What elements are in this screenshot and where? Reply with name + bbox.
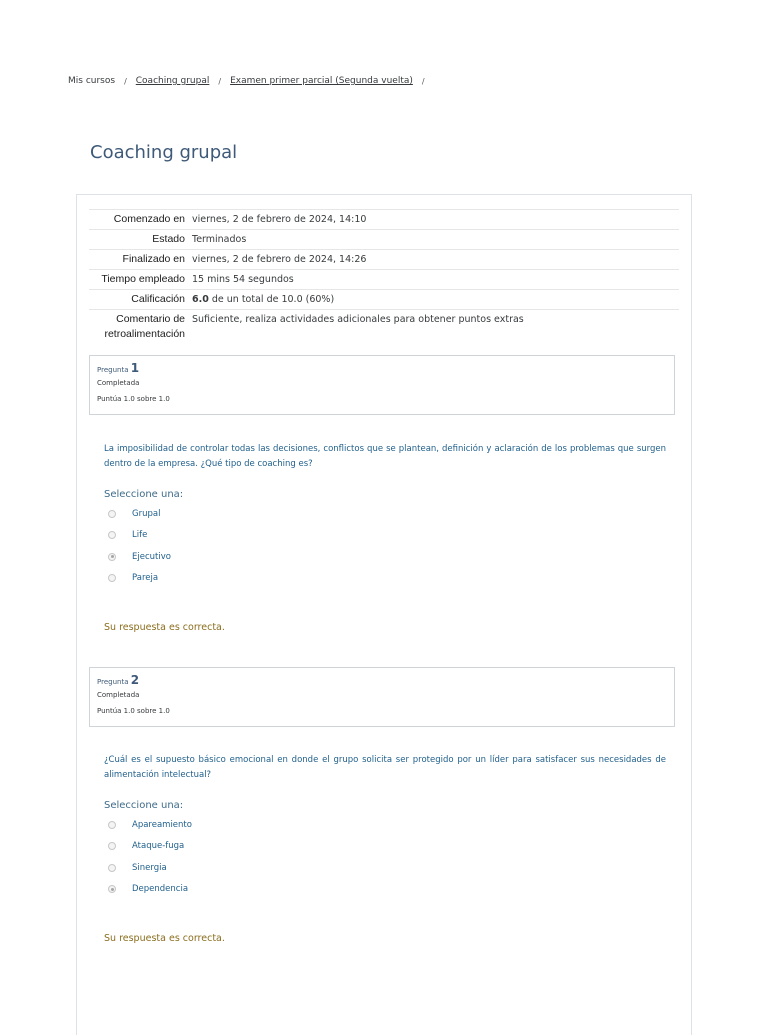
breadcrumb <box>68 76 434 86</box>
breadcrumb-separator: / <box>124 76 127 86</box>
answer-label: Life <box>132 530 148 541</box>
summary-row <box>89 230 679 250</box>
question-state: Completada <box>97 379 140 387</box>
answer-prompt: Seleccione una: <box>104 800 184 811</box>
attempt-summary-table <box>89 209 679 344</box>
quiz-review-panel <box>76 194 692 1035</box>
question-number <box>97 361 667 375</box>
question-number-value: 1 <box>130 361 140 375</box>
question-number-value: 2 <box>130 673 140 687</box>
summary-label: Tiempo empleado <box>101 273 185 285</box>
answer-label: Ejecutivo <box>132 551 171 562</box>
summary-value: Terminados <box>192 234 247 245</box>
radio-button[interactable] <box>108 574 116 582</box>
summary-row <box>89 310 679 345</box>
question-grade: Puntúa 1.0 sobre 1.0 <box>97 395 170 403</box>
radio-button[interactable] <box>108 531 116 539</box>
answer-label: Ataque-fuga <box>132 841 185 852</box>
answer-option[interactable] <box>108 814 192 836</box>
answer-label: Sinergia <box>132 862 167 873</box>
radio-button[interactable] <box>108 864 116 872</box>
breadcrumb-separator: / <box>218 76 222 86</box>
question-info-box <box>89 355 675 415</box>
answer-list <box>108 503 171 589</box>
radio-button[interactable] <box>108 510 116 518</box>
summary-row <box>89 250 679 270</box>
summary-label: Comentario de retroalimentación <box>104 313 185 340</box>
summary-row <box>89 290 679 310</box>
summary-value: 15 mins 54 segundos <box>192 274 294 285</box>
answer-feedback: Su respuesta es correcta. <box>104 933 225 944</box>
answer-label: Pareja <box>132 573 159 584</box>
summary-label: Calificación <box>131 293 185 305</box>
breadcrumb-separator: / <box>421 76 425 86</box>
question-label: Pregunta <box>97 678 129 686</box>
summary-label: Comenzado en <box>113 213 185 225</box>
answer-list <box>108 814 192 900</box>
radio-button[interactable] <box>108 821 116 829</box>
answer-label: Grupal <box>132 508 161 519</box>
summary-label: Finalizado en <box>122 253 185 265</box>
question-state: Completada <box>97 691 140 699</box>
question-number <box>97 673 667 687</box>
page-title: Coaching grupal <box>90 142 238 163</box>
answer-option-selected[interactable] <box>108 546 171 568</box>
summary-value <box>192 290 679 310</box>
answer-option-selected[interactable] <box>108 879 192 901</box>
radio-button-checked[interactable] <box>108 885 116 893</box>
breadcrumb-exam-link[interactable]: Examen primer parcial (Segunda vuelta) <box>230 76 413 86</box>
answer-feedback: Su respuesta es correcta. <box>104 622 225 633</box>
radio-button-checked[interactable] <box>108 553 116 561</box>
answer-prompt: Seleccione una: <box>104 489 184 500</box>
answer-option[interactable] <box>108 568 171 590</box>
breadcrumb-course-link[interactable]: Coaching grupal <box>135 76 210 86</box>
summary-row <box>89 210 679 230</box>
answer-option[interactable] <box>108 836 192 858</box>
summary-value: viernes, 2 de febrero de 2024, 14:10 <box>192 214 367 225</box>
question-info-box <box>89 667 675 727</box>
grade-value: 6.0 <box>192 294 209 305</box>
question-label: Pregunta <box>97 366 129 374</box>
summary-row <box>89 270 679 290</box>
summary-value: Suficiente, realiza actividades adicionales para obtener puntos extras <box>192 314 524 325</box>
answer-option[interactable] <box>108 857 192 879</box>
radio-button[interactable] <box>108 842 116 850</box>
grade-total: de un total de 10.0 (60%) <box>211 294 335 305</box>
question-text: La imposibilidad de controlar todas las decisiones, conflictos que se plantean, definición y aclaración de los problemas que surgen dentro de la empresa. ¿Qué tipo de coaching es? <box>104 444 666 469</box>
breadcrumb-mis-cursos[interactable]: Mis cursos <box>68 76 116 86</box>
summary-label: Estado <box>152 233 185 245</box>
answer-option[interactable] <box>108 503 171 525</box>
answer-label: Apareamiento <box>132 819 192 830</box>
answer-option[interactable] <box>108 525 171 547</box>
summary-value: viernes, 2 de febrero de 2024, 14:26 <box>192 254 367 265</box>
question-grade: Puntúa 1.0 sobre 1.0 <box>97 707 170 715</box>
question-text: ¿Cuál es el supuesto básico emocional en donde el grupo solicita ser protegido por un líder para satisfacer sus necesidades de alimentación intelectual? <box>104 755 666 780</box>
answer-label: Dependencia <box>132 884 189 895</box>
